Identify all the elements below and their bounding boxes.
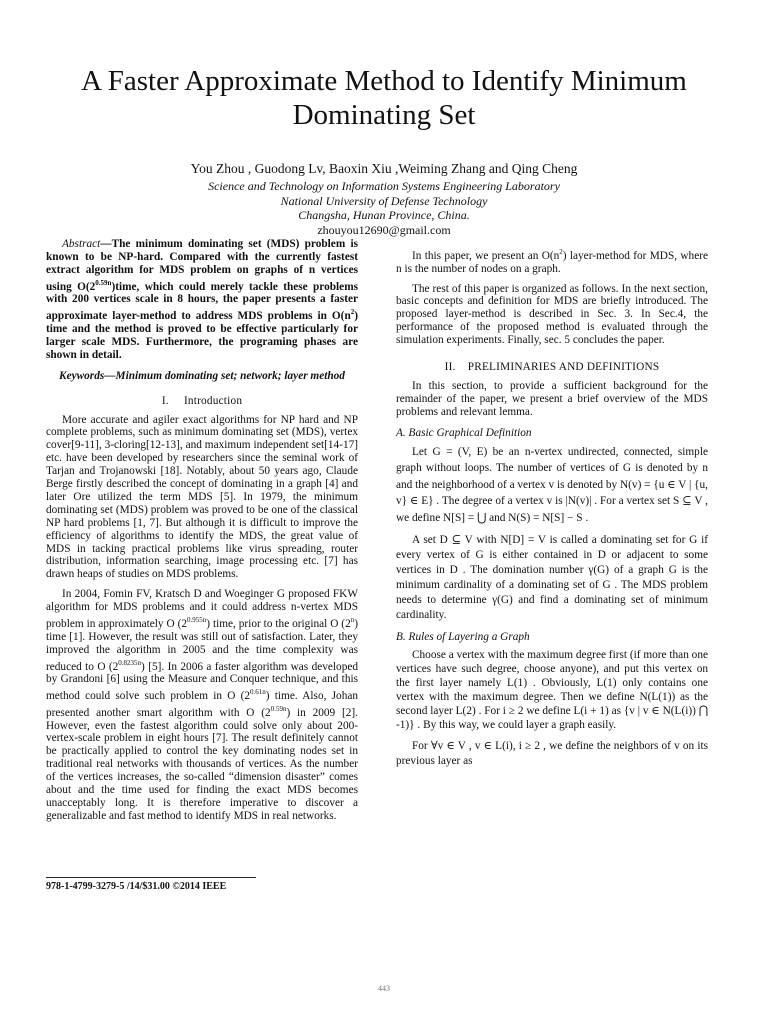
intro-paragraph-1: More accurate and agiler exact algorithms for NP hard and NP complete problems, such as minimum dominating set (MDS), vertex cover[9-11], 3-cloring[12-13], and maximum independent set[14-17] etc. have been developed by researchers since the seminal work of Tarjan and Trojanowski [18]. Notably, about 50 years ago, Claude Berge firstly described the concept of dominating in a graph [4] and later Ore utilized the term MDS [5]. In 1979, the minimum dominating set (MDS) problem was proved to be one of the classical NP hard problems [1, 7]. But although it is difficult to improve the efficiency of algorithms to identify the MDS, the great value of MDS in tacking practical problems like virus spreading, router distribution, information searching, image processing etc. [7] has drawn heaps of studies on MDS problems. <box>46 413 358 581</box>
right-paragraph-1 <box>396 246 708 276</box>
text-run: ) [5]. In 2006 a faster algorithm was developed by Grandoni [6] using the Measure and Conquer technique, and this method could solve such problem in O (2 <box>46 660 359 702</box>
abstract-text-2: )time, which could merely tackle these problems with 200 vertices scale in 8 hours, the paper presents a faster approximate layer-method to address MDS problems in O(n <box>46 280 358 323</box>
text-run: In this paper, we present an O(n <box>412 249 560 262</box>
left-column <box>46 238 358 823</box>
neighbors-paragraph: For ∀v ∈ V , v ∈ L(i), i ≥ 2 , we define the neighbors of v on its previous layer as <box>396 740 708 768</box>
page-number: 443 <box>378 984 390 993</box>
section-title: Introduction <box>183 394 243 407</box>
subsection-heading-b: B. Rules of Layering a Graph <box>396 631 530 644</box>
preliminaries-paragraph: In this section, to provide a sufficient background for the remainder of the paper, we present a brief overview of the MDS problems and relevant lemma. <box>396 380 708 418</box>
abstract-label: Abstract <box>62 238 101 250</box>
section-title: PRELIMINARIES AND DEFINITIONS <box>467 361 660 374</box>
right-column <box>396 238 708 769</box>
right-paragraph-2: The rest of this paper is organized as follows. In the next section, basic concepts and definition for MDS are briefly introduced. The proposed layer-method is described in Sec. 3. In Sec.4, the performance of the proposed method is evaluated through the simulation experiments. Finally, sec. 5 concludes the paper. <box>396 282 708 347</box>
text-run: ) time, prior to the original O (2 <box>206 617 351 630</box>
dominating-set-paragraph: A set D ⊆ V with N[D] = V is called a dominating set for G if every vertex of G is either contained in D or adjacent to some vertices in D . The domination number γ(G) of a graph G is the minimum cardinality of a dominating set of G . The MDS problem needs to determine γ(G) and find a dominating set of minimum cardinality. <box>396 534 708 622</box>
affiliation <box>40 179 728 237</box>
subsection-heading-a: A. Basic Graphical Definition <box>396 426 532 439</box>
text-run: In 2004, Fomin FV, Kratsch D and Woeginger G proposed FKW algorithm for MDS problems and it could address n-vertex MDS problem in approximately O (2 <box>46 588 358 630</box>
superscript: 0.8235n <box>118 658 142 667</box>
affiliation-location: Changsha, Hunan Province, China. <box>298 208 470 222</box>
section-number: I. <box>161 394 169 407</box>
layering-paragraph: Choose a vertex with the maximum degree first (if more than one vertices have such degree, choose anyone), and put this vertex on the first layer namely L(1) . Obviously, L(1) only contains one vertex with the maximum degree. Then we define N(L(1)) as the second layer L(2) . For i ≥ 2 we define L(i + 1) as {v | v ∈ N(L(i)) ⋂ -1)} . By this way, we could layer a graph easily. <box>396 649 708 732</box>
abstract-sup-2: 2 <box>350 308 355 317</box>
copyright-footer: 978-1-4799-3279-5 /14/$31.00 ©2014 IEEE <box>46 881 227 892</box>
section-number: II. <box>444 361 456 374</box>
intro-paragraph-2 <box>46 588 358 822</box>
text-run: ) time [1]. However, the result was still out of satisfaction. Later, they improved the algorithm in 2005 and the time complexity was reduced to O (2 <box>46 617 358 673</box>
superscript: 0.59n <box>270 704 287 713</box>
affiliation-lab: Science and Technology on Information Systems Engineering Laboratory <box>208 179 560 193</box>
affiliation-university: National University of Defense Technology <box>280 193 488 208</box>
keywords: Keywords—Minimum dominating set; network; layer method <box>59 369 345 382</box>
text-run: ) layer-method for MDS, where n is the number of nodes on a graph. <box>396 249 708 275</box>
abstract-text-3: ) time and the method is proved to be effective particularly for larger scale MDS. Furthermore, the programing phases are shown in detail. <box>46 310 358 361</box>
author-email: zhouyou12690@gmail.com <box>317 222 451 237</box>
section-heading-preliminaries <box>396 361 708 374</box>
abstract-sup: 0.59n <box>95 278 112 287</box>
section-heading-introduction <box>46 395 358 408</box>
authors: You Zhou , Guodong Lv, Baoxin Xiu ,Weiming Zhang and Qing Cheng <box>190 161 578 176</box>
abstract <box>46 238 358 362</box>
definition-paragraph: Let G = (V, E) be an n-vertex undirected, connected, simple graph without loops. The number of vertices of G is denoted by n and the neighborhood of a vertex v is denoted by N(v) = {u ∈ V | {u, v} ∈ E} . The degree of a vertex v is |N(v)| . For a vertex set S ⊆ V , we define N[S] = ⋃ and N(S) = N[S] − S . <box>396 445 708 524</box>
text-run: ) time. Also, Johan presented another smart algorithm with O (2 <box>46 689 358 719</box>
superscript: 0.61n <box>250 688 266 697</box>
superscript: 2 <box>559 248 563 256</box>
text-run: ) in 2009 [2]. However, even the fastest algorithm could solve only about 200-vertex-scale problem in eight hours [7]. The result definitely cannot be practically applied to control the key dominating nodes set in traditional real networks with thousands of vertices. As the number of the vertices increases, the so-called “dimension disaster” comes about and the time used for finding the exact MDS becomes unacceptably long. It is therefore imperative to discover a generalizable and fast method to identify MDS in real networks. <box>46 706 358 822</box>
paper-title: A Faster Approximate Method to Identify Minimum Dominating Set <box>81 65 687 131</box>
superscript: 0.955n <box>187 616 207 625</box>
footer-rule <box>46 877 256 878</box>
abstract-text: —The minimum dominating set (MDS) problem is known to be NP-hard. Compared with the currently fastest extract algorithm for MDS problem on graphs of n vertices using O(2 <box>46 238 358 293</box>
superscript: n <box>350 616 355 625</box>
